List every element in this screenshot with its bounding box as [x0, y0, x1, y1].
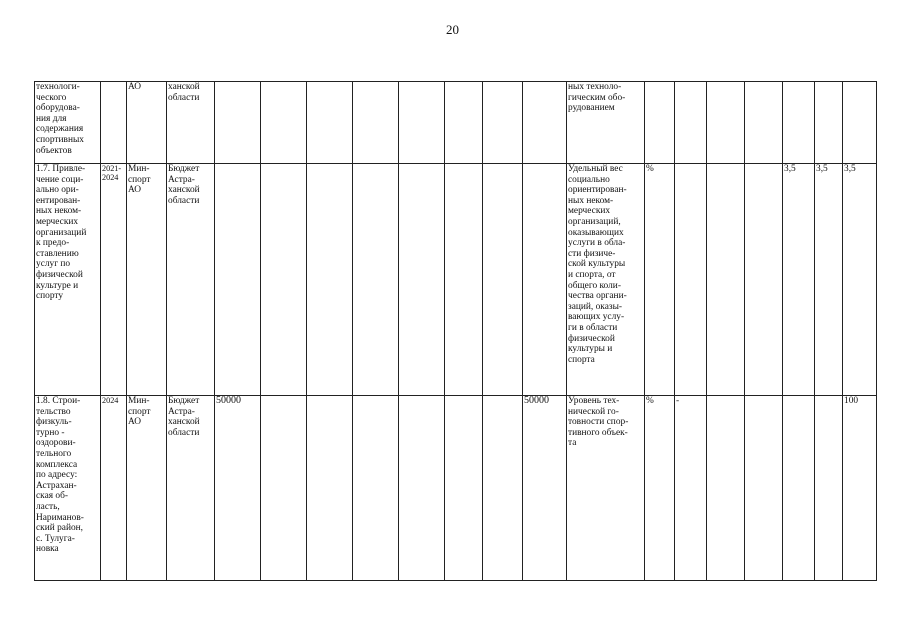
- total-cell: 50000: [523, 396, 567, 581]
- indicator-cell: ных техноло- гическим обо- рудованием: [567, 82, 645, 164]
- program-table: [34, 81, 877, 581]
- value-cell: [815, 82, 843, 164]
- empty-cell: [445, 82, 483, 164]
- value-cell: [783, 396, 815, 581]
- table-row: [35, 82, 877, 164]
- activity-name-cell: 1.7. Привле- чение соци- ально ори- ентирован- ных неком- мерческих организаций к предо- ставлению услуг по физической культуре и спорту: [35, 164, 101, 396]
- executor-cell: Мин- спорт АО: [127, 396, 167, 581]
- value-cell: [745, 164, 783, 396]
- empty-cell: [307, 164, 353, 396]
- source-cell: ханской области: [167, 82, 215, 164]
- amount-cell: 50000: [215, 396, 261, 581]
- empty-cell: [353, 82, 399, 164]
- amount-cell: [215, 82, 261, 164]
- empty-cell: [445, 396, 483, 581]
- source-cell: Бюджет Астра- ханской области: [167, 396, 215, 581]
- empty-cell: [307, 396, 353, 581]
- empty-cell: [483, 164, 523, 396]
- empty-cell: [483, 82, 523, 164]
- empty-cell: [353, 396, 399, 581]
- value-cell: [707, 164, 745, 396]
- value-cell: [815, 396, 843, 581]
- table-row: [35, 396, 877, 581]
- unit-cell: %: [645, 164, 675, 396]
- empty-cell: [445, 164, 483, 396]
- activity-name-cell: 1.8. Строи- тельство физкуль- турно - оздорови- тельного комплекса по адресу: Астрахан- ская об- ласть, Нариманов- ский район, с. Тулуга- новка: [35, 396, 101, 581]
- empty-cell: [261, 82, 307, 164]
- value-cell: [745, 396, 783, 581]
- value-cell: [843, 82, 877, 164]
- page-number: 20: [446, 22, 459, 37]
- unit-cell: %: [645, 396, 675, 581]
- value-cell: [783, 82, 815, 164]
- base-value-cell: -: [675, 396, 707, 581]
- base-value-cell: [675, 82, 707, 164]
- total-cell: [523, 164, 567, 396]
- executor-cell: Мин- спорт АО: [127, 164, 167, 396]
- amount-cell: [215, 164, 261, 396]
- value-cell: [707, 396, 745, 581]
- empty-cell: [483, 396, 523, 581]
- empty-cell: [261, 164, 307, 396]
- empty-cell: [353, 164, 399, 396]
- empty-cell: [307, 82, 353, 164]
- value-cell: 3,5: [815, 164, 843, 396]
- base-value-cell: [675, 164, 707, 396]
- value-cell: [745, 82, 783, 164]
- period-cell: 2024: [101, 396, 127, 581]
- source-cell: Бюджет Астра- ханской области: [167, 164, 215, 396]
- value-cell: 100: [843, 396, 877, 581]
- value-cell: 3,5: [783, 164, 815, 396]
- activity-name-cell: технологи- ческого оборудова- ния для содержания спортивных объектов: [35, 82, 101, 164]
- value-cell: [707, 82, 745, 164]
- total-cell: [523, 82, 567, 164]
- table-row: [35, 164, 877, 396]
- value-cell: 3,5: [843, 164, 877, 396]
- empty-cell: [399, 82, 445, 164]
- empty-cell: [261, 396, 307, 581]
- executor-cell: АО: [127, 82, 167, 164]
- indicator-cell: Уровень тех- нической го- товности спор- тивного объек- та: [567, 396, 645, 581]
- empty-cell: [399, 396, 445, 581]
- period-cell: [101, 82, 127, 164]
- unit-cell: [645, 82, 675, 164]
- period-cell: 2021- 2024: [101, 164, 127, 396]
- empty-cell: [399, 164, 445, 396]
- indicator-cell: Удельный вес социально ориентирован- ных неком- мерческих организаций, оказывающих услуги в обла- сти физиче- ской культуры и спорта, от общего коли- чества органи- заций, оказы- вающих услу- ги в области физической культуры и спорта: [567, 164, 645, 396]
